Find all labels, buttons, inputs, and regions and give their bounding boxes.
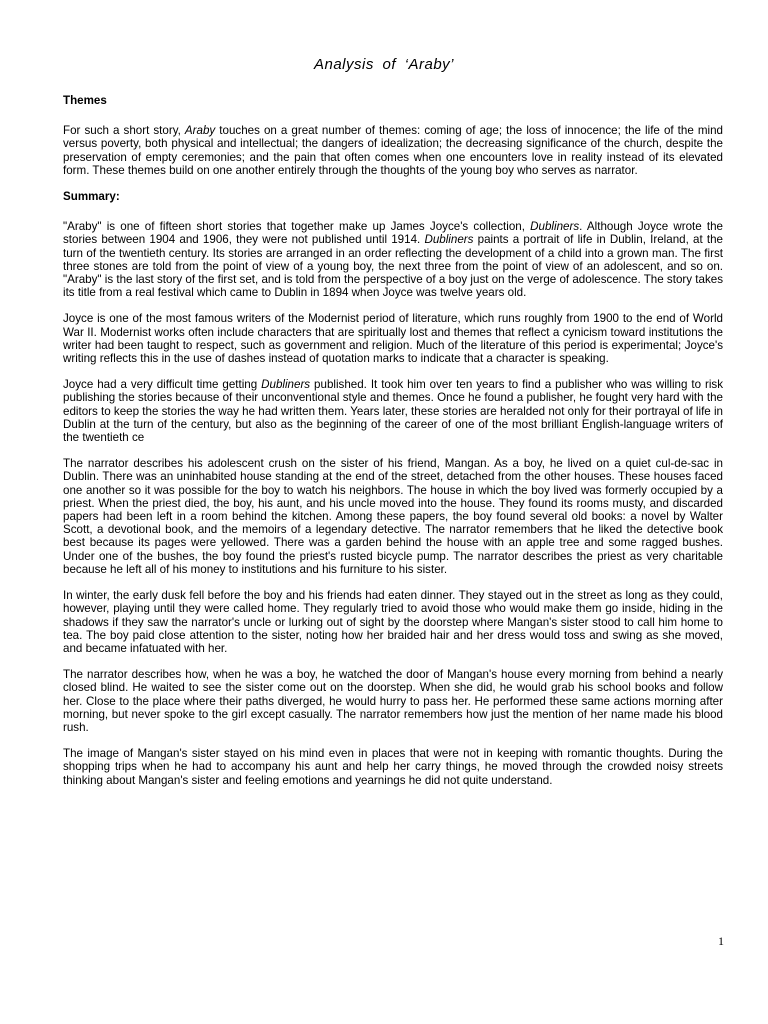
paragraph-text: The narrator describes his adolescent crush on the sister of his friend, Mangan. As a boy, he lived on a quiet cul-de-sac in Dublin. There was an uninhabited house standing at the end of the street, detached from the other houses. These houses faced one another so it was possible for the boy to watch his neighbors. The house in which the boy lived was formerly occupied by a priest. When the priest died, the boy, his aunt, and his uncle moved into the house. They found its rooms musty, and discarded papers had been left in a room behind the kitchen. Among these papers, the boy found several old books: a novel by Walter Scott, a devotional book, and the memoirs of a legendary detective. The narrator remembers that he liked the detective book best because its pages were yellowed. There was a garden behind the house with an apple tree and some ragged bushes. Under one of the bushes, the boy found the priest's rusted bicycle pump. The narrator describes the priest as very charitable because he left all of his money to institutions and his furniture to his sister. [63, 457, 723, 576]
page-number: 1 [718, 934, 724, 948]
paragraph-text: paints a portrait of life in Dublin, Ireland, at the turn of the twentieth century. Its stories are arranged in an order reflecting the development of a child into a grown man. The first three stones are told from the point of view of a young boy, the next three from the point of view of an adolescent, and so on. "Araby" is the last story of the first set, and is told from the perspective of a boy just on the verge of adolescence. The story takes its title from a real festival which came to Dublin in 1894 when Joyce was twelve years old. [63, 233, 723, 300]
themes-paragraph [63, 124, 723, 177]
italic-text: Dubliners [424, 233, 474, 247]
paragraph-text: Joyce is one of the most famous writers of the Modernist period of literature, which runs roughly from 1900 to the end of World War II. Modernist works often include characters that are spiritually lost and themes that reflect a cynicism toward institutions the writer had been taught to respect, such as government and religion. Much of the literature of this period is experimental; Joyce's writing reflects this in the use of dashes instead of quotation marks to indicate that a character is speaking. [63, 312, 723, 366]
paragraph-text: The narrator describes how, when he was a boy, he watched the door of Mangan's house every morning from behind a nearly closed blind. He waited to see the sister come out on the doorstep. When she did, he would grab his school books and follow her. Close to the place where their paths diverged, he would hurry to pass her. He performed these same actions morning after morning, but never spoke to the girl except casually. The narrator remembers how just the mention of her name made his blood rush. [63, 668, 723, 734]
summary-paragraph-6 [63, 668, 723, 734]
summary-paragraph-3 [63, 378, 723, 444]
paragraph-text: published. It took him over ten years to find a publisher who was willing to risk publishing the stories because of their unconventional style and themes. Once he found a publisher, he fought very hard with the editors to keep the stories the way he had written them. Years later, these stories are heralded not only for their portrayal of life in Dublin at the turn of the century, but also as the beginning of the career of one of the most brilliant English-language writers of the twentieth ce [63, 378, 724, 445]
paragraph-text: touches on a great number of themes: coming of age; the loss of innocence; the life of the mind versus poverty, both physical and intellectual; the dangers of idealization; the decreasing significance of the church, despite the preservation of empty ceremonies; and the pain that often comes when one encounters love in reality instead of its elevated form. These themes build on one another entirely through the thoughts of the young boy who serves as narrator. [63, 124, 723, 177]
summary-paragraph-1 [63, 220, 723, 299]
summary-paragraph-5 [63, 589, 723, 655]
paragraph-text: For such a short story, [63, 124, 185, 138]
italic-text: Dubliners [530, 220, 580, 234]
document-body [63, 94, 723, 800]
summary-paragraph-4 [63, 457, 723, 576]
summary-paragraph-2 [63, 312, 723, 365]
summary-paragraph-7 [63, 747, 723, 787]
paragraph-text: . Although Joyce wrote the stories between 1904 and 1906, they were not published until 1914. [63, 220, 723, 247]
paragraph-text: "Araby" is one of fifteen short stories that together make up James Joyce's collection, [63, 220, 531, 234]
paragraph-text: In winter, the early dusk fell before the boy and his friends had eaten dinner. They stayed out in the street as long as they could, however, playing until they were called home. They regularly tried to avoid those who would make them go inside, hiding in the shadows if they saw the narrator's uncle or lurking out of sight by the doorstep where Mangan's sister stood to call him home to tea. The boy paid close attention to the sister, noting how her braided hair and her dress would toss and swing as she moved, and became infatuated with her. [63, 589, 723, 655]
section-heading-summary: Summary: [63, 190, 120, 204]
paragraph-text: The image of Mangan's sister stayed on his mind even in places that were not in keeping with romantic thoughts. During the shopping trips when he had to accompany his aunt and help her carry things, he moved through the crowded noisy streets thinking about Mangan's sister and feeling emotions and yearnings he did not quite understand. [63, 747, 723, 787]
document-title: Analysis of ‘Araby’ [313, 56, 455, 73]
italic-text: Dubliners [261, 378, 311, 392]
paragraph-text: Joyce had a very difficult time getting [63, 378, 262, 392]
italic-text: Araby [184, 124, 216, 138]
section-heading-themes: Themes [63, 94, 107, 107]
